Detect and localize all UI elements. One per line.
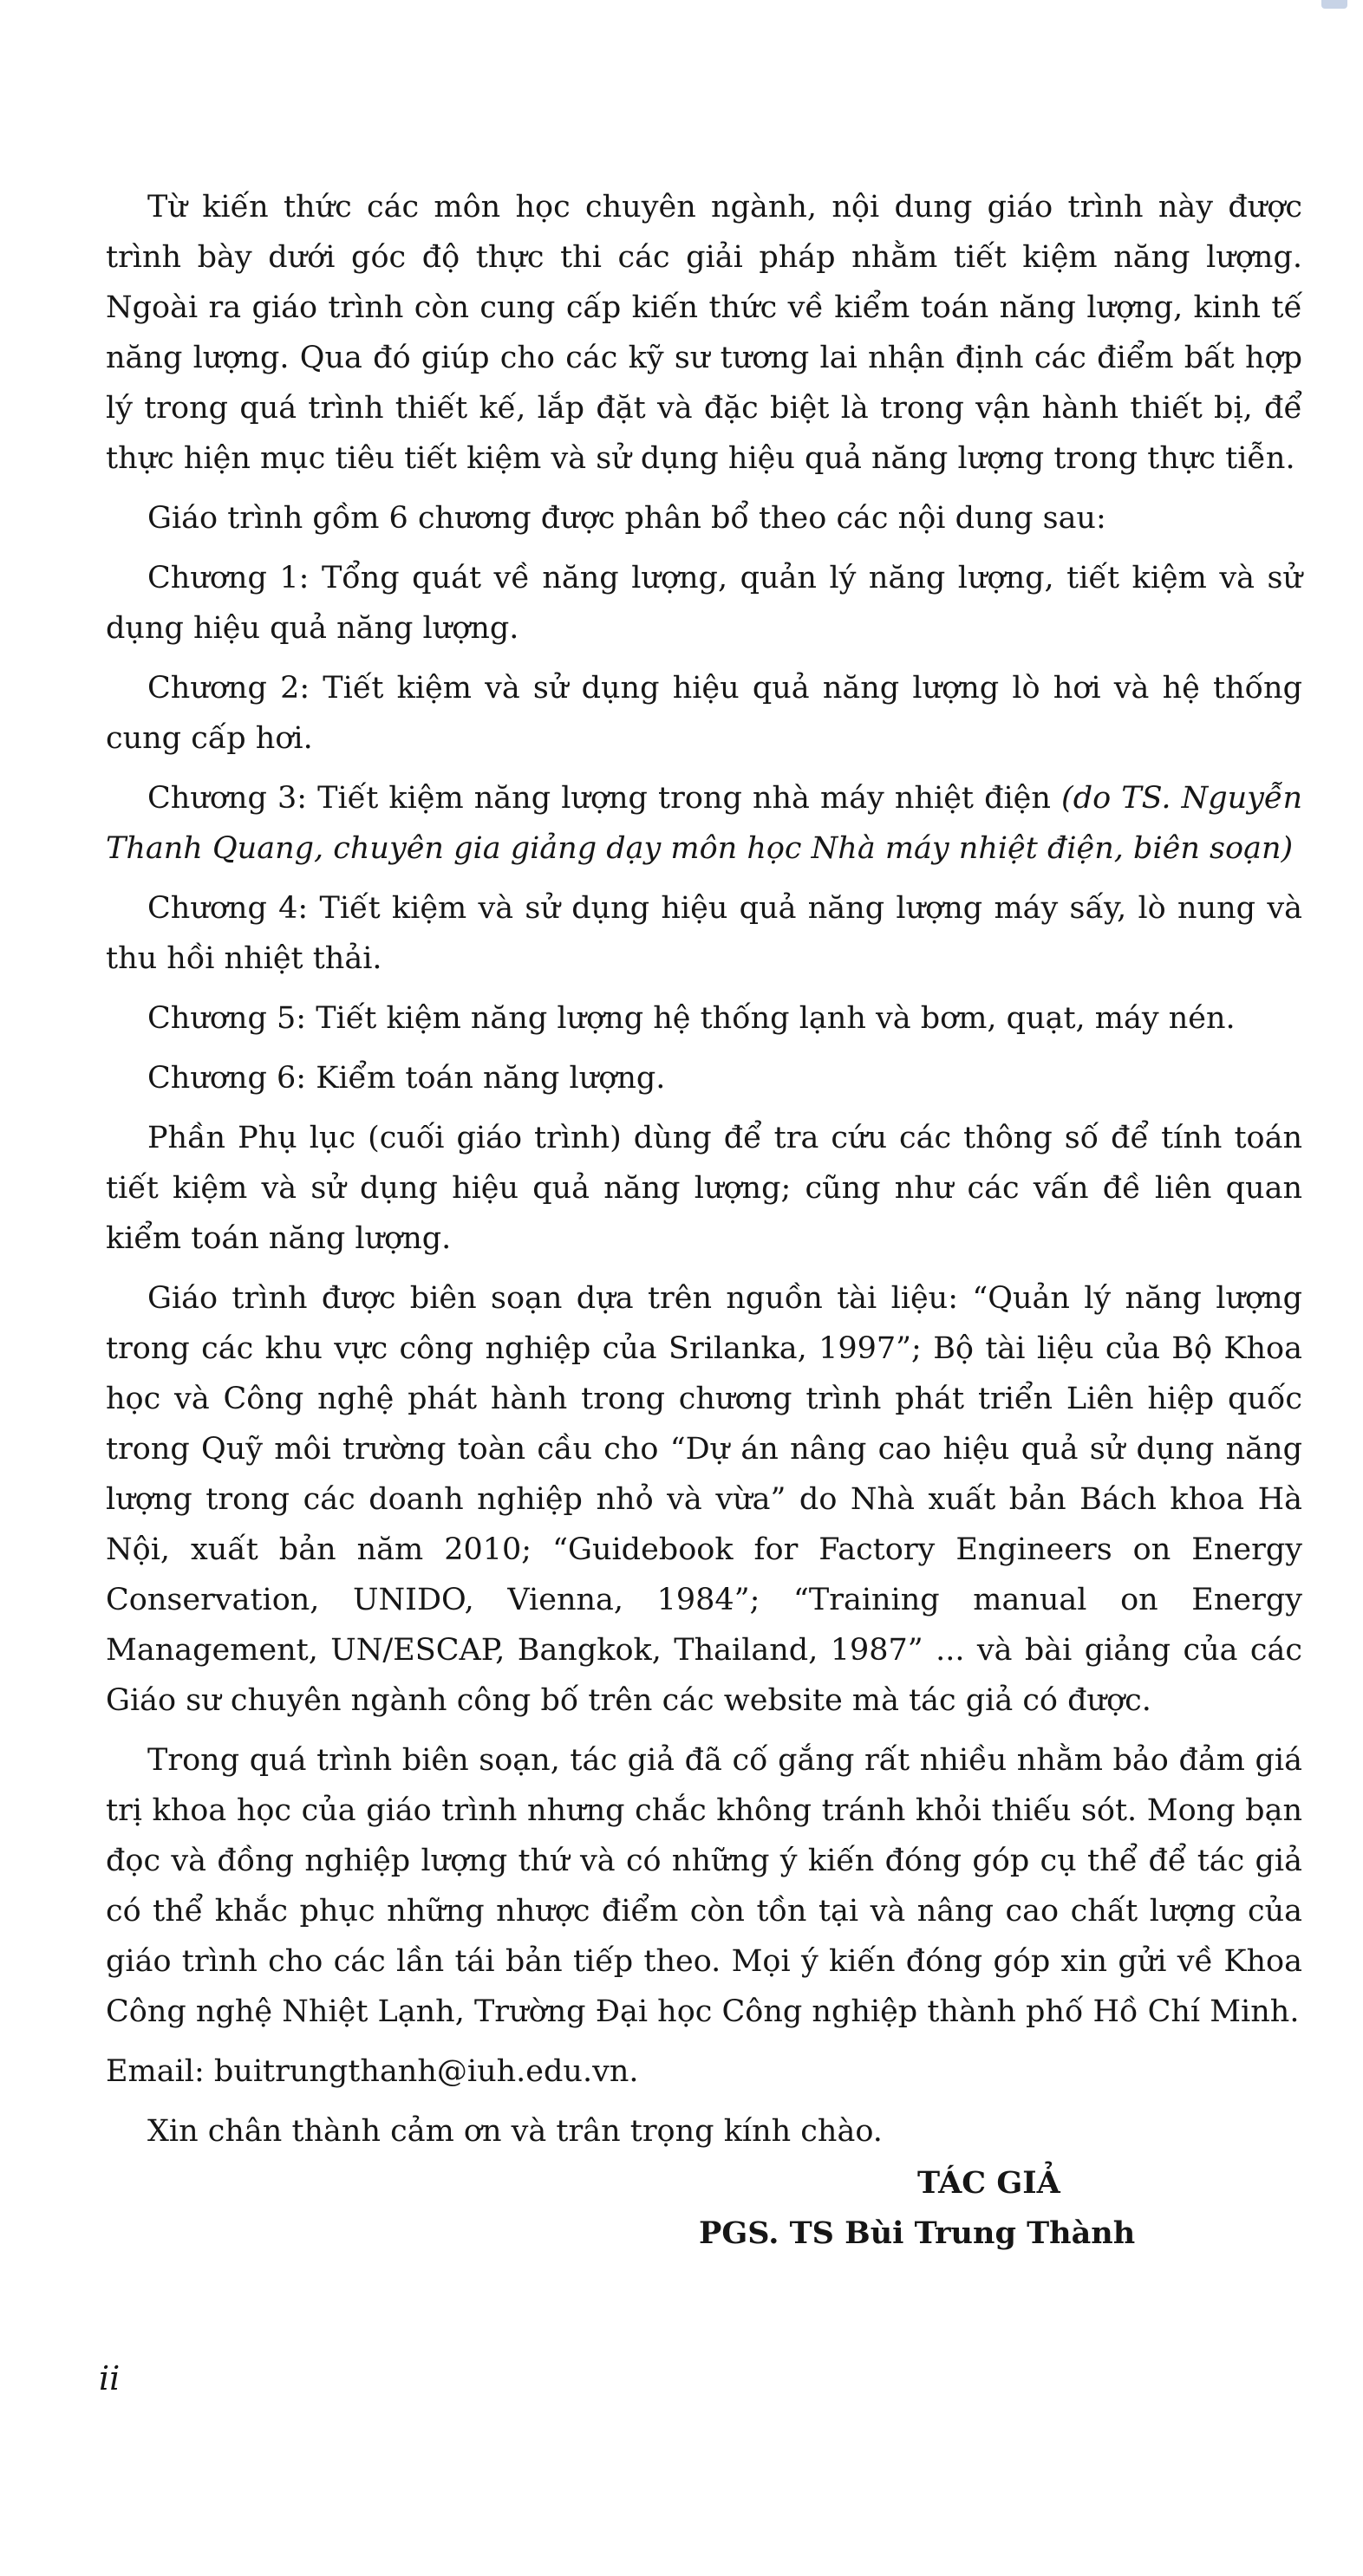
signature-title: TÁC GIẢ bbox=[917, 2165, 1060, 2201]
chapter-4-summary: Chương 4: Tiết kiệm và sử dụng hiệu quả năng lượng máy sấy, lò nung và thu hồi nhiệt thải. bbox=[106, 891, 1302, 976]
chapter-3-title: Chương 3: Tiết kiệm năng lượng trong nhà máy nhiệt điện bbox=[147, 781, 1051, 816]
preface-body bbox=[106, 182, 1302, 2166]
paragraph-sources: Giáo trình được biên soạn dựa trên nguồn tài liệu: “Quản lý năng lượng trong các khu vực công nghiệp của Srilanka, 1997”; Bộ tài liệu của Bộ Khoa học và Công nghệ phát hành trong chương trình phát triển Liên hiệp quốc trong Quỹ môi trường toàn cầu cho “Dự án nâng cao hiệu quả sử dụng năng lượng trong các doanh nghiệp nhỏ và vừa” do Nhà xuất bản Bách khoa Hà Nội, xuất bản năm 2010; “Guidebook for Factory Engineers on Energy Conservation, UNIDO, Vienna, 1984”; “Training manual on Energy Management, UN/ESCAP, Bangkok, Thailand, 1987” ... và bài giảng của các Giáo sư chuyên ngành công bố trên các website mà tác giả có được. bbox=[106, 1281, 1302, 1718]
chapter-6-summary: Chương 6: Kiểm toán năng lượng. bbox=[147, 1061, 666, 1096]
chapter-1-summary: Chương 1: Tổng quát về năng lượng, quản lý năng lượng, tiết kiệm và sử dụng hiệu quả năng lượng. bbox=[106, 561, 1302, 646]
paragraph-feedback: Trong quá trình biên soạn, tác giả đã cố gắng rất nhiều nhằm bảo đảm giá trị khoa học của giáo trình nhưng chắc không tránh khỏi thiếu sót. Mong bạn đọc và đồng nghiệp lượng thứ và có những ý kiến đóng góp cụ thể để tác giả có thể khắc phục những nhược điểm còn tồn tại và nâng cao chất lượng của giáo trình cho các lần tái bản tiếp theo. Mọi ý kiến đóng góp xin gửi về Khoa Công nghệ Nhiệt Lạnh, Trường Đại học Công nghiệp thành phố Hồ Chí Minh. bbox=[106, 1743, 1302, 2029]
chapter-3-summary bbox=[106, 773, 1302, 874]
chapter-5-summary: Chương 5: Tiết kiệm năng lượng hệ thống lạnh và bơm, quạt, máy nén. bbox=[147, 1001, 1236, 1036]
paragraph-chapter-overview: Giáo trình gồm 6 chương được phân bổ theo các nội dung sau: bbox=[147, 501, 1106, 536]
page-number: ii bbox=[99, 2359, 121, 2397]
signature-name: PGS. TS Bùi Trung Thành bbox=[699, 2215, 1136, 2251]
chapter-2-summary: Chương 2: Tiết kiệm và sử dụng hiệu quả năng lượng lò hơi và hệ thống cung cấp hơi. bbox=[106, 671, 1302, 756]
page-corner-tab bbox=[1321, 0, 1347, 9]
chapter-3-author-note: (do TS. Nguyễn Thanh Quang, chuyên gia giảng dạy môn học Nhà máy nhiệt điện, biên soạn) bbox=[106, 781, 1302, 866]
paragraph-intro: Từ kiến thức các môn học chuyên ngành, nội dung giáo trình này được trình bày dưới góc độ thực thi các giải pháp nhằm tiết kiệm năng lượng. Ngoài ra giáo trình còn cung cấp kiến thức về kiểm toán năng lượng, kinh tế năng lượng. Qua đó giúp cho các kỹ sư tương lai nhận định các điểm bất hợp lý trong quá trình thiết kế, lắp đặt và đặc biệt là trong vận hành thiết bị, để thực hiện mục tiêu tiết kiệm và sử dụng hiệu quả năng lượng trong thực tiễn. bbox=[106, 190, 1302, 476]
author-email: Email: buitrungthanh@iuh.edu.vn. bbox=[106, 2054, 639, 2089]
closing-thanks: Xin chân thành cảm ơn và trân trọng kính chào. bbox=[147, 2114, 883, 2149]
paragraph-appendix: Phần Phụ lục (cuối giáo trình) dùng để tra cứu các thông số để tính toán tiết kiệm và sử dụng hiệu quả năng lượng; cũng như các vấn đề liên quan kiểm toán năng lượng. bbox=[106, 1121, 1302, 1256]
